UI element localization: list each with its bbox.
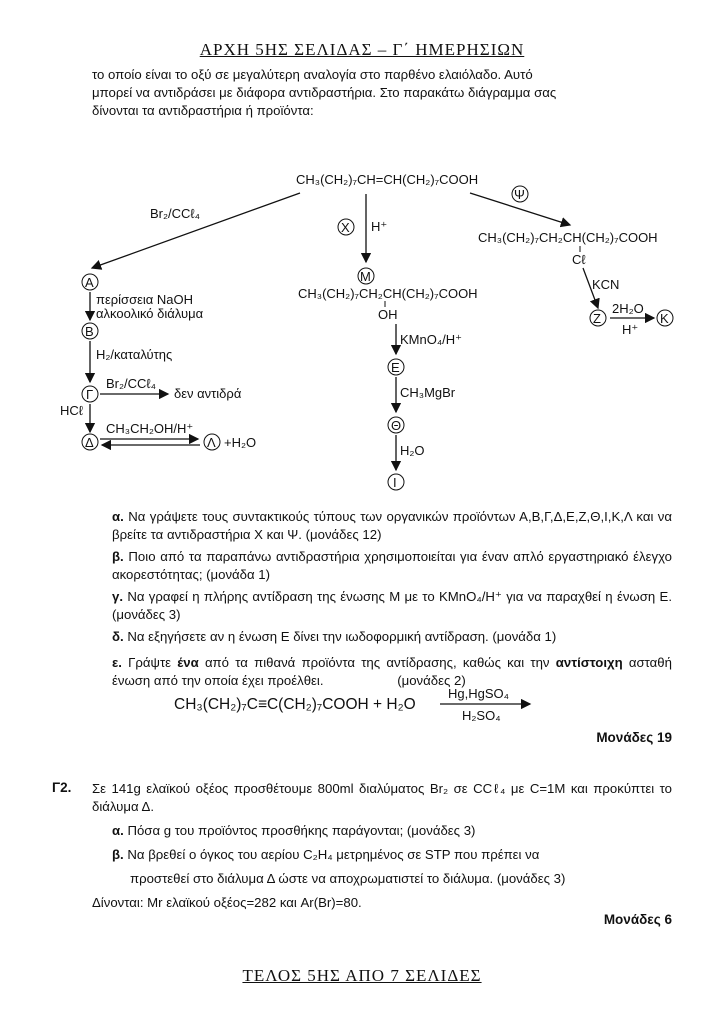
alkyne-reaction: CH₃(CH₂)₇C≡C(CH₂)₇COOH + H₂O — [174, 696, 416, 713]
intro-line: δίνονται τα αντιδραστήρια ή προϊόντα: — [92, 103, 314, 118]
start-compound: CH₃(CH₂)₇CH=CH(CH₂)₇COOH — [296, 172, 479, 187]
g2-question-a-label: α. — [112, 823, 124, 838]
g2-question-b-text-1: Να βρεθεί ο όγκος του αερίου C₂H₄ μετρημένος σε STP που πρέπει να — [127, 847, 540, 862]
reagent-br2-again: Br₂/CCℓ₄ — [106, 376, 156, 391]
g2-question-a-text: Πόσα g του προϊόντος προσθήκης παράγονται; (μονάδες 3) — [127, 823, 476, 838]
g2-question-b-text-2: προστεθεί στο διάλυμα Δ ώστε να αποχρωματιστεί το διάλυμα. (μονάδες 3) — [130, 871, 566, 886]
reagent-ethanol: CH₃CH₂OH/H⁺ — [106, 421, 194, 436]
reagent-alcohol: αλκοολικό διάλυμα — [96, 306, 204, 321]
question-c-label: γ. — [112, 589, 123, 604]
label-a: A — [85, 275, 94, 290]
label-l: Λ — [207, 435, 216, 450]
question-a-text: Να γράψετε τους συντακτικούς τύπους των οργανικών προϊόντων Α,Β,Γ,Δ,Ε,Ζ,Θ,Ι,Κ,Λ και να βρείτε τα αντιδραστήρια Χ και Ψ. (μονάδες 12) — [112, 509, 672, 542]
intro-line: το οποίο είναι το οξύ σε μεγαλύτερη αναλογία στο παρθένο ελαιόλαδο. Αυτό — [92, 67, 533, 82]
label-z: Z — [593, 311, 601, 326]
cl-group: Cℓ — [572, 252, 586, 267]
no-reaction-text: δεν αντιδρά — [174, 386, 242, 401]
label-psi: Ψ — [514, 187, 525, 202]
catalyst-bottom: H₂SO₄ — [462, 708, 501, 723]
intro-line: μπορεί να αντιδράσει με διάφορα αντιδραστήρια. Στο παρακάτω διάγραμμα σας — [92, 85, 557, 100]
plus-water: +H₂O — [224, 435, 257, 450]
question-d-label: δ. — [112, 629, 124, 644]
g2-question-b-label: β. — [112, 847, 124, 862]
question-e-text-2: από τα πιθανά προϊόντα της αντίδρασης, καθώς και την — [204, 655, 550, 670]
mid-compound: CH₃(CH₂)₇CH₂CH(CH₂)₇COOH — [298, 286, 478, 301]
question-e-text-3: ασταθή ένωση από την οποία έχει προέλθει. — [112, 655, 672, 688]
g2-label: Γ2. — [52, 780, 72, 795]
label-k: K — [660, 311, 669, 326]
reagent-h2-cat: H₂/καταλύτης — [96, 347, 173, 362]
reagent-h-plus: H⁺ — [371, 219, 388, 234]
page-footer: ΤΕΛΟΣ 5ΗΣ ΑΠΟ 7 ΣΕΛΙΔΕΣ — [242, 966, 482, 985]
page-header: ΑΡΧΗ 5ΗΣ ΣΕΛΙΔΑΣ – Γ΄ ΗΜΕΡΗΣΙΩΝ — [199, 40, 525, 59]
question-b-label: β. — [112, 549, 124, 564]
label-i: I — [393, 475, 397, 490]
right-compound: CH₃(CH₂)₇CH₂CH(CH₂)₇COOH — [478, 230, 658, 245]
reagent-kcn: KCN — [592, 277, 620, 292]
reagent-naoh: περίσσεια NaOH — [96, 292, 194, 307]
marks-total-g2: Μονάδες 6 — [603, 912, 672, 927]
question-e-label: ε. — [112, 655, 122, 670]
label-b: B — [85, 324, 94, 339]
reagent-br2: Br₂/CCℓ₄ — [150, 206, 200, 221]
reagent-hcl: HCℓ — [60, 403, 83, 418]
oh-group: OH — [378, 307, 398, 322]
question-e-bold-2: αντίστοιχη — [555, 655, 623, 670]
question-e-marks: (μονάδες 2) — [397, 673, 466, 688]
reagent-h-plus-2: H⁺ — [622, 322, 639, 337]
g2-text: Σε 141g ελαϊκού οξέος προσθέτουμε 800ml διαλύματος Br₂ σε CCℓ₄ με C=1M και προκύπτει το διάλυμα Δ. — [92, 781, 672, 814]
reagent-h2o: H₂O — [400, 443, 425, 458]
question-c — [112, 588, 672, 624]
g2-question-b — [112, 846, 672, 888]
reagent-kmno4: KMnO₄/H⁺ — [400, 332, 463, 347]
marks-total-g1: Μονάδες 19 — [596, 730, 672, 745]
label-x: X — [341, 220, 350, 235]
label-e: E — [391, 360, 400, 375]
question-e-bold-1: ένα — [177, 655, 199, 670]
question-a-label: α. — [112, 509, 124, 524]
g2-question-a — [112, 822, 672, 840]
question-a — [112, 508, 672, 544]
question-e — [112, 654, 672, 690]
label-th: Θ — [391, 418, 402, 433]
question-d — [112, 628, 672, 646]
reagent-2h2o: 2H₂O — [612, 301, 644, 316]
question-b — [112, 548, 672, 584]
catalyst-top: Hg,HgSO₄ — [448, 686, 509, 701]
question-b-text: Ποιο από τα παραπάνω αντιδραστήρια χρησιμοποιείται για έναν απλό εργαστηριακό έλεγχο ακορεστότητας; (μονάδα 1) — [112, 549, 672, 582]
question-d-text: Να εξηγήσετε αν η ένωση Ε δίνει την ιωδοφορμική αντίδραση. (μονάδα 1) — [127, 629, 557, 644]
label-d: Δ — [85, 435, 94, 450]
question-e-text-1: Γράψτε — [128, 655, 172, 670]
reagent-ch3mgbr: CH₃MgBr — [400, 385, 456, 400]
arrow-to-a — [92, 193, 300, 268]
label-g: Γ — [86, 387, 94, 402]
given-data: Δίνονται: Mr ελαϊκού οξέος=282 και Ar(Br)=80. — [92, 895, 362, 910]
label-m: M — [360, 269, 371, 284]
question-c-text: Να γραφεί η πλήρης αντίδραση της ένωσης Μ με το KMnO₄/H⁺ για να παραχθεί η ένωση Ε. (μονάδες 3) — [112, 589, 672, 622]
